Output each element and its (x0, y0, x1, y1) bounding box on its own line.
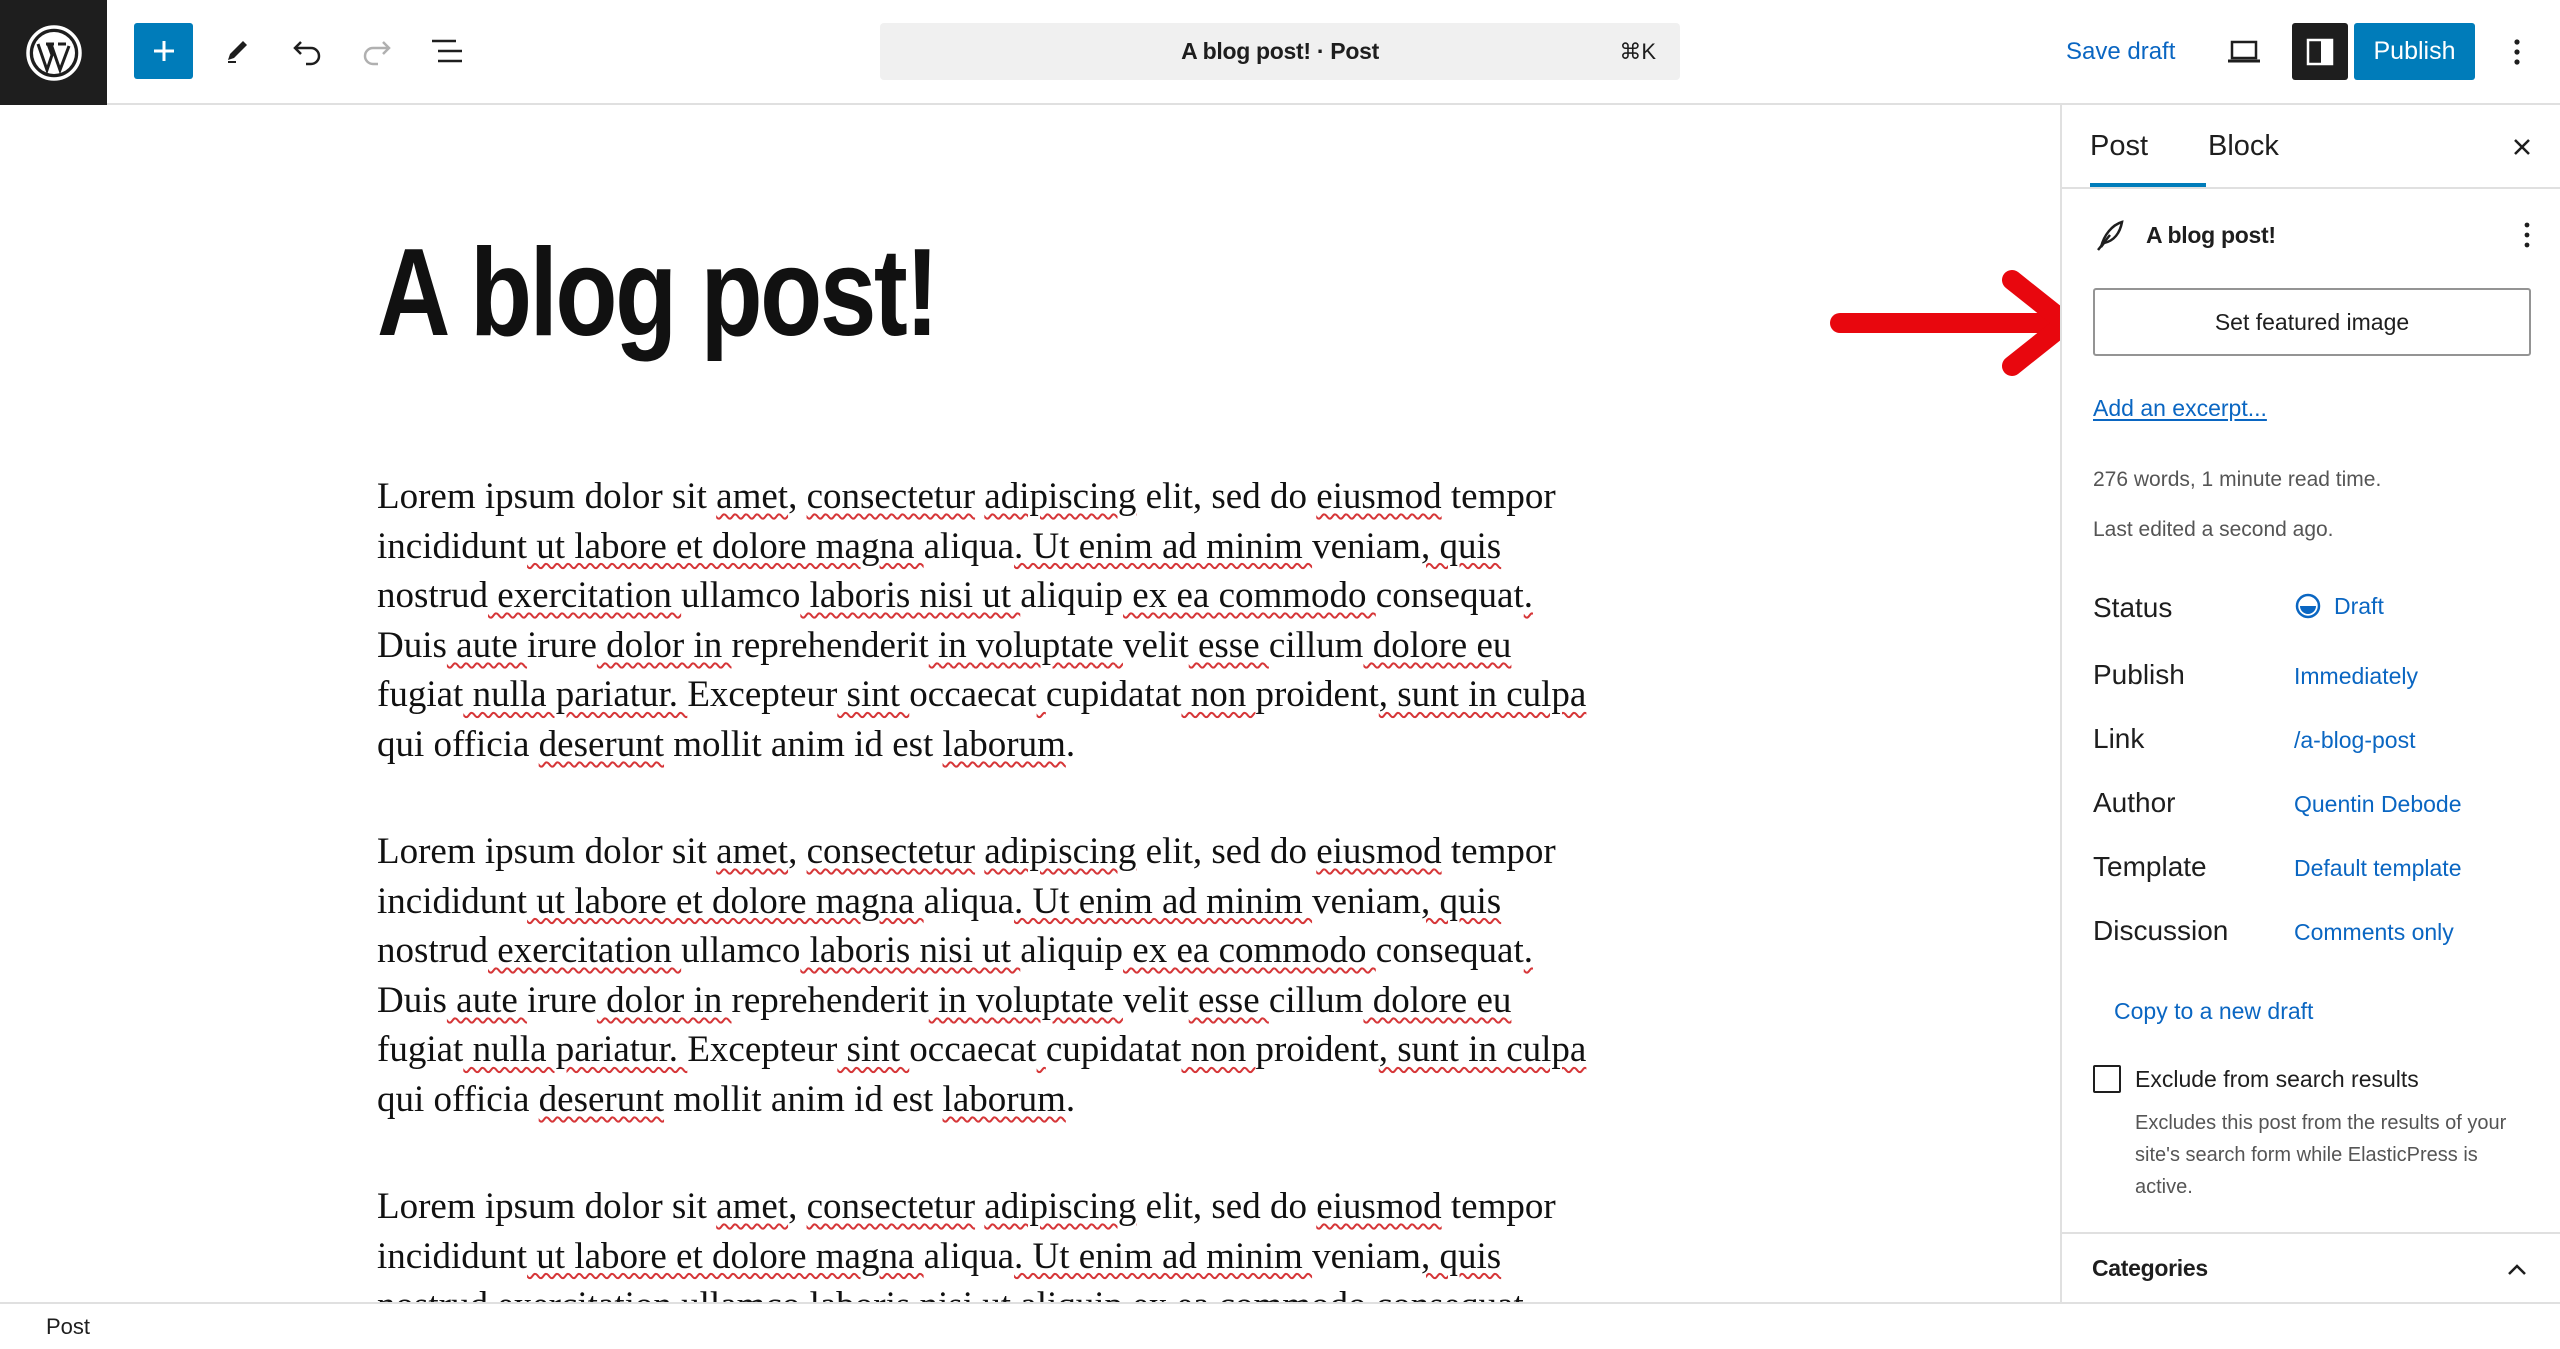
close-icon (2511, 136, 2533, 158)
paragraph-text: cupidatat (1045, 1029, 1182, 1071)
settings-sidebar (2060, 105, 2560, 1302)
paragraph-text: tempor (1441, 831, 1556, 872)
redo-button[interactable] (352, 23, 402, 79)
misspelled-word: esse (1188, 624, 1269, 666)
paragraph-text: cillum (1268, 624, 1364, 666)
misspelled-word: adipiscing (984, 476, 1137, 517)
misspelled-word: amet (716, 1186, 789, 1227)
misspelled-word: esse (1188, 979, 1269, 1021)
paragraph-text: velit (1122, 979, 1189, 1021)
paragraph-text: elit, sed do (1136, 831, 1317, 872)
paragraph-text: occaecat (909, 674, 1037, 716)
publish-label: Publish (2093, 659, 2185, 690)
paragraph-block[interactable] (377, 472, 1707, 770)
paragraph-text: elit, sed do (1136, 1186, 1317, 1227)
paragraph-text: reprehenderit (731, 979, 929, 1021)
post-title[interactable]: A blog post! (377, 224, 937, 362)
chevron-up-icon (2506, 1263, 2528, 1277)
list-view-icon (430, 38, 464, 64)
more-vertical-icon (2512, 37, 2522, 67)
misspelled-word: eiusmod (1316, 476, 1442, 517)
paragraph-text: aliqua (923, 880, 1015, 922)
desktop-icon (2226, 38, 2262, 66)
draft-status-icon (2294, 592, 2322, 620)
pencil-icon (222, 36, 252, 66)
breadcrumb[interactable]: Post (46, 1314, 91, 1339)
word-count: 276 words, 1 minute read time. (2093, 468, 2382, 491)
misspelled-word: aute (446, 979, 528, 1021)
misspelled-word: ut labore et dolore magna (527, 525, 924, 567)
misspelled-word: , quis (1420, 525, 1502, 567)
misspelled-word: . Ut enim ad minim (1014, 880, 1313, 922)
misspelled-word: . (1523, 575, 1533, 617)
paragraph-text: elit, sed do (1136, 476, 1317, 517)
document-title: A blog post! · Post (1181, 38, 1379, 64)
last-edited: Last edited a second ago. (2093, 518, 2334, 541)
misspelled-word: consectetur (806, 476, 976, 517)
paragraph-text: irure (527, 624, 597, 666)
paragraph-block[interactable] (377, 827, 1707, 1125)
misspelled-word: eiusmod (1316, 1186, 1442, 1227)
paragraph-text: nostrud (377, 930, 488, 972)
misspelled-word: exercitation (488, 930, 682, 972)
close-sidebar-button[interactable] (2498, 123, 2546, 171)
paragraph-text: ullamco (681, 930, 801, 972)
editor-canvas (0, 105, 2060, 1302)
link-label: Link (2093, 723, 2145, 754)
misspelled-word: laboris nisi ut (800, 575, 1021, 617)
paragraph-text: Excepteur (687, 674, 838, 716)
paragraph-text: aliquip (1020, 930, 1124, 972)
post-summary-header (2092, 213, 2542, 257)
categories-panel-title[interactable]: Categories (2092, 1255, 2208, 1281)
undo-icon (291, 37, 323, 65)
paragraph-text: mollit anim id est (664, 723, 943, 765)
misspelled-word: . (1523, 930, 1533, 972)
settings-toggle-button[interactable] (2292, 23, 2348, 80)
paragraph-text: veniam (1312, 880, 1421, 922)
misspelled-word: exercitation (488, 575, 682, 617)
keyboard-shortcut: ⌘K (1619, 39, 1656, 64)
misspelled-word: deserunt (538, 723, 665, 765)
add-excerpt-link[interactable]: Add an excerpt... (2093, 395, 2267, 421)
misspelled-word: , quis (1420, 1235, 1502, 1277)
misspelled-word: sint (837, 674, 910, 716)
paragraph-text: cupidatat (1045, 674, 1182, 716)
misspelled-word: dolor in (596, 624, 732, 666)
publish-button[interactable]: Publish (2354, 23, 2475, 80)
wordpress-icon (25, 24, 83, 82)
misspelled-word: eiusmod (1316, 831, 1442, 872)
paragraph-text: tempor (1441, 476, 1556, 517)
discussion-label: Discussion (2093, 915, 2229, 946)
paragraph-text: veniam (1312, 525, 1421, 567)
options-menu-button[interactable] (2494, 23, 2540, 80)
misspelled-word: ut labore et dolore magna (527, 1235, 924, 1277)
status-value-text: Draft (2334, 592, 2384, 619)
misspelled-word: . Ut enim ad minim (1014, 525, 1313, 567)
misspelled-word: nulla pariatur. (463, 1029, 688, 1071)
misspelled-word: nulla pariatur. (463, 674, 688, 716)
paragraph-text: velit (1122, 624, 1189, 666)
preview-button[interactable] (2216, 23, 2272, 80)
redo-icon (361, 37, 393, 65)
paragraph-text: qui officia (377, 723, 539, 765)
save-draft-button[interactable]: Save draft (2066, 38, 2176, 65)
paragraph-text: . (1065, 723, 1076, 765)
misspelled-word: amet (716, 476, 789, 517)
paragraph-text: irure (527, 979, 597, 1021)
tools-button[interactable] (212, 23, 262, 79)
post-summary-title: A blog post! (2146, 222, 2276, 248)
misspelled-word: deserunt (538, 1078, 665, 1120)
misspelled-word: consectetur (806, 831, 976, 872)
paragraph-text (975, 476, 984, 517)
document-overview-button[interactable] (422, 23, 472, 79)
paragraph-text: Excepteur (687, 1029, 838, 1071)
paragraph-text: consequat (1375, 575, 1524, 617)
misspelled-word: laborum (942, 723, 1066, 765)
misspelled-word: . Ut enim ad minim (1014, 1235, 1313, 1277)
misspelled-word: dolore eu (1363, 979, 1512, 1021)
paragraph-text: Lorem ipsum dolor sit (377, 476, 717, 517)
misspelled-word: aute (446, 624, 528, 666)
editor-header (0, 0, 2560, 105)
misspelled-word: dolor in (596, 979, 732, 1021)
paragraph-text: incididunt (377, 525, 528, 567)
misspelled-word: laboris nisi ut (800, 930, 1021, 972)
misspelled-word: in voluptate (928, 979, 1123, 1021)
paragraph-text: veniam (1312, 1235, 1421, 1277)
paragraph-text: Duis (377, 979, 447, 1021)
template-label: Template (2093, 851, 2207, 882)
set-featured-image-button[interactable]: Set featured image (2093, 288, 2531, 356)
discussion-value[interactable]: Comments only (2294, 919, 2454, 945)
post-actions-button[interactable] (2512, 215, 2542, 255)
undo-button[interactable] (282, 23, 332, 79)
red-arrow-annotation (1830, 268, 2080, 378)
misspelled-word: adipiscing (984, 1186, 1137, 1227)
paragraph-text: fugiat (377, 674, 464, 716)
status-value[interactable] (2294, 592, 2384, 620)
exclude-from-search-checkbox[interactable] (2093, 1065, 2121, 1093)
post-feather-icon (2092, 217, 2128, 253)
command-center[interactable] (880, 23, 1680, 80)
paragraph-text: incididunt (377, 1235, 528, 1277)
publish-date-value[interactable]: Immediately (2294, 663, 2418, 689)
paragraph-text: tempor (1441, 1186, 1556, 1227)
categories-toggle-button[interactable] (2502, 1255, 2532, 1285)
link-value[interactable]: /a-blog-post (2294, 727, 2416, 753)
misspelled-word: ex ea commodo (1123, 575, 1376, 617)
misspelled-word: , sunt in culpa (1378, 1029, 1587, 1071)
paragraph-text: Lorem ipsum dolor sit (377, 1186, 717, 1227)
tab-block[interactable]: Block (2208, 130, 2279, 162)
paragraph-text (975, 831, 984, 872)
paragraph-text: reprehenderit (731, 624, 929, 666)
misspelled-word (1037, 1029, 1046, 1070)
paragraph-text: occaecat (909, 1029, 1037, 1071)
paragraph-text: cillum (1268, 979, 1364, 1021)
author-value[interactable]: Quentin Debode (2294, 791, 2462, 817)
misspelled-word: ut labore et dolore magna (527, 880, 924, 922)
misspelled-word (1037, 674, 1046, 715)
paragraph-text: , (788, 1186, 807, 1227)
paragraph-text: aliqua (923, 1235, 1015, 1277)
paragraph-text: ullamco (681, 575, 801, 617)
paragraph-text: . (1065, 1078, 1076, 1120)
block-inserter-button[interactable] (134, 23, 193, 79)
paragraph-text: consequat (1375, 930, 1524, 972)
editor-footer (0, 1302, 2560, 1349)
paragraph-text: , (788, 831, 807, 872)
status-label: Status (2093, 592, 2173, 623)
plus-icon (151, 38, 177, 64)
paragraph-text: Lorem ipsum dolor sit (377, 831, 717, 872)
misspelled-word: laborum (942, 1078, 1066, 1120)
wordpress-logo-button[interactable] (0, 0, 107, 105)
paragraph-text: aliqua (923, 525, 1015, 567)
active-tab-indicator (2090, 183, 2206, 187)
author-label: Author (2093, 787, 2176, 818)
misspelled-word: adipiscing (984, 831, 1137, 872)
misspelled-word: non (1181, 1029, 1256, 1071)
paragraph-text: proident (1255, 674, 1379, 716)
paragraph-text: qui officia (377, 1078, 539, 1120)
paragraph-text: mollit anim id est (664, 1078, 943, 1120)
sidebar-icon (2305, 37, 2335, 67)
more-vertical-icon (2523, 221, 2531, 249)
paragraph-text: fugiat (377, 1029, 464, 1071)
paragraph-text: , (788, 476, 807, 517)
misspelled-word: ex ea commodo (1123, 930, 1376, 972)
paragraph-text (975, 1186, 984, 1227)
panel-divider (2062, 1232, 2560, 1234)
misspelled-word: , sunt in culpa (1378, 674, 1587, 716)
copy-to-new-draft-button[interactable]: Copy to a new draft (2114, 998, 2314, 1024)
paragraph-text: nostrud (377, 575, 488, 617)
misspelled-word: , quis (1420, 880, 1502, 922)
misspelled-word: dolore eu (1363, 624, 1512, 666)
misspelled-word: sint (837, 1029, 910, 1071)
misspelled-word: in voluptate (928, 624, 1123, 666)
exclude-from-search-label[interactable]: Exclude from search results (2135, 1066, 2419, 1092)
template-value[interactable]: Default template (2294, 855, 2462, 881)
misspelled-word: non (1181, 674, 1256, 716)
exclude-help-text: Excludes this post from the results of your site's search form while ElasticPress is active. (2135, 1112, 2507, 1198)
paragraph-text: incididunt (377, 880, 528, 922)
tab-post[interactable]: Post (2090, 130, 2149, 162)
paragraph-text: proident (1255, 1029, 1379, 1071)
paragraph-text: Duis (377, 624, 447, 666)
misspelled-word: consectetur (806, 1186, 976, 1227)
paragraph-text: aliquip (1020, 575, 1124, 617)
misspelled-word: amet (716, 831, 789, 872)
sidebar-tabs (2062, 105, 2560, 189)
